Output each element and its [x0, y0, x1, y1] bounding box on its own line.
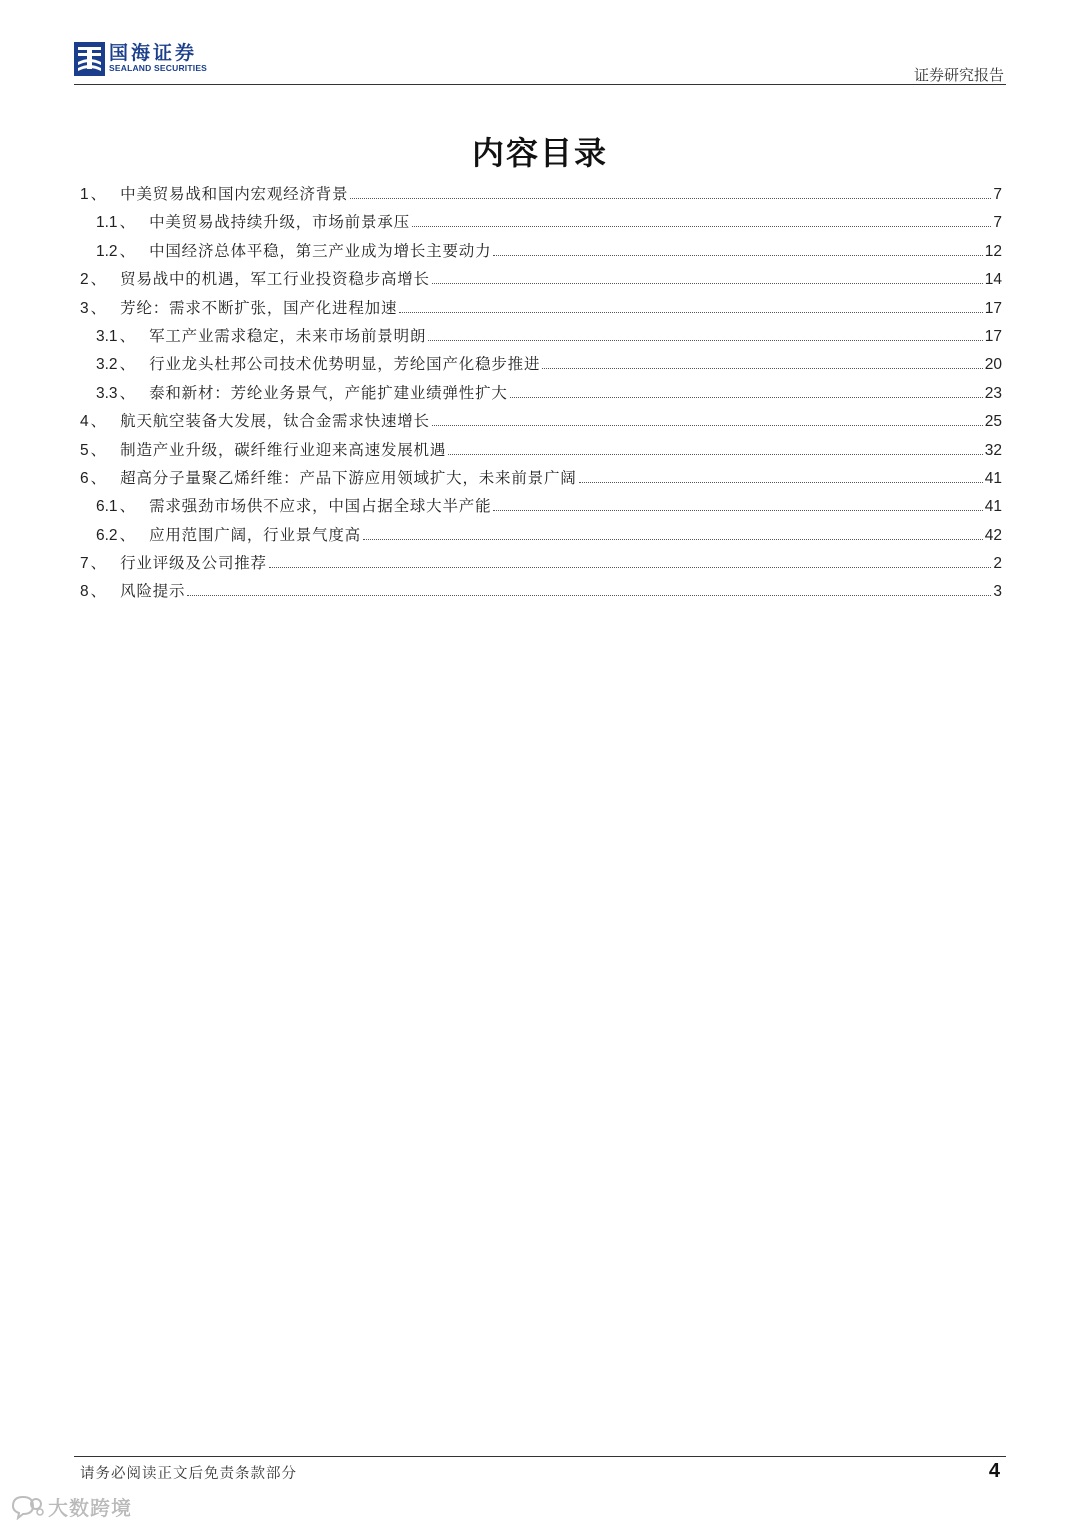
toc-entry-separator: 、 [90, 185, 107, 203]
toc-entry[interactable] [80, 322, 1002, 350]
toc-entry-title: 航天航空装备大发展，钛合金需求快速增长 [120, 412, 430, 431]
toc-entry-title: 制造产业升级，碳纤维行业迎来高速发展机遇 [120, 440, 447, 459]
toc-dot-leader [363, 539, 983, 540]
logo-chinese-name: 国海证券 [109, 42, 198, 64]
toc-entry-separator: 、 [119, 497, 136, 516]
toc-entry[interactable] [80, 237, 1002, 265]
toc-entry-title: 中美贸易战和国内宏观经济背景 [120, 185, 349, 203]
watermark [10, 1492, 132, 1521]
toc-entry-number: 1.2 [96, 242, 118, 260]
toc-entry-separator: 、 [90, 270, 107, 289]
toc-dot-leader [350, 198, 991, 199]
toc-entry-number: 3.2 [96, 356, 118, 374]
toc-entry-number: 1.1 [96, 214, 118, 232]
toc-entry[interactable] [80, 577, 1002, 605]
toc-entry-title: 泰和新材：芳纶业务景气，产能扩建业绩弹性扩大 [149, 383, 508, 402]
toc-entry-title: 贸易战中的机遇，军工行业投资稳步高增长 [120, 270, 430, 289]
toc-entry[interactable] [80, 379, 1002, 407]
toc-entry-page: 23 [984, 384, 1002, 402]
chat-bubble-icon [10, 1494, 44, 1520]
toc-entry-number: 7 [80, 555, 89, 573]
toc-entry-title: 行业评级及公司推荐 [120, 554, 267, 573]
toc-entry[interactable] [80, 350, 1002, 378]
toc-entry-page: 17 [984, 327, 1002, 345]
sealand-logo-icon [74, 42, 105, 76]
toc-entry[interactable] [80, 521, 1002, 549]
toc-entry-page: 32 [984, 441, 1002, 459]
toc-entry-page: 42 [984, 526, 1002, 544]
toc-entry-page: 2 [993, 555, 1002, 573]
toc-dot-leader [269, 567, 992, 568]
toc-dot-leader [493, 255, 982, 256]
toc-entry-number: 6.2 [96, 526, 118, 544]
toc-entry[interactable] [80, 549, 1002, 577]
toc-dot-leader [432, 425, 983, 426]
toc-entry-page: 20 [984, 356, 1002, 374]
toc-entry-number: 3 [80, 299, 89, 317]
toc-entry[interactable] [80, 464, 1002, 492]
toc-entry-title: 行业龙头杜邦公司技术优势明显，芳纶国产化稳步推进 [149, 355, 541, 374]
toc-entry-number: 6 [80, 469, 89, 487]
toc-entry-title: 军工产业需求稳定，未来市场前景明朗 [149, 326, 427, 345]
toc-dot-leader [579, 482, 983, 483]
toc-dot-leader [510, 397, 983, 398]
toc-entry-number: 3.1 [96, 327, 118, 345]
toc-dot-leader [428, 340, 983, 341]
toc-entry-separator: 、 [119, 525, 136, 544]
toc-dot-leader [412, 226, 991, 227]
toc-entry-page: 7 [993, 214, 1002, 232]
page-title: 内容目录 [471, 134, 608, 172]
toc-dot-leader [493, 510, 982, 511]
toc-entry[interactable] [80, 208, 1002, 236]
toc-entry-page: 12 [984, 242, 1002, 260]
toc-entry-separator: 、 [119, 326, 136, 345]
toc-entry-number: 8 [80, 583, 89, 601]
header-divider [74, 84, 1006, 85]
toc-entry-separator: 、 [119, 383, 136, 402]
logo-english-name: SEALAND SECURITIES [109, 63, 208, 73]
toc-entry-page: 41 [984, 498, 1002, 516]
toc-entry[interactable] [80, 492, 1002, 520]
toc-entry-number: 6.1 [96, 498, 118, 516]
toc-entry-title: 需求强劲市场供不应求，中国占据全球大半产能 [149, 497, 492, 516]
toc-entry-number: 5 [80, 441, 89, 459]
toc-entry[interactable] [80, 180, 1002, 208]
toc-entry-separator: 、 [90, 554, 107, 573]
toc-entry-title: 芳纶：需求不断扩张，国产化进程加速 [120, 298, 398, 317]
toc-entry-separator: 、 [119, 241, 136, 260]
toc-entry-page: 3 [993, 583, 1002, 601]
toc-entry-page: 17 [984, 299, 1002, 317]
toc-dot-leader [448, 454, 983, 455]
toc-entry-title: 中美贸易战持续升级，市场前景承压 [149, 213, 410, 232]
page-header [74, 42, 1006, 84]
footer-disclaimer: 请务必阅读正文后免责条款部分 [80, 1466, 297, 1482]
footer-divider [74, 1456, 1006, 1457]
toc-entry[interactable] [80, 265, 1002, 293]
toc-entry-separator: 、 [90, 412, 107, 431]
toc-entry-page: 41 [984, 469, 1002, 487]
toc-entry-title: 风险提示 [120, 582, 186, 601]
toc-entry-title: 超高分子量聚乙烯纤维：产品下游应用领域扩大，未来前景广阔 [120, 468, 577, 487]
toc-entry-separator: 、 [119, 213, 136, 232]
toc-entry-separator: 、 [90, 440, 107, 459]
toc-dot-leader [399, 312, 983, 313]
toc-entry-separator: 、 [119, 355, 136, 374]
table-of-contents [80, 180, 1002, 606]
toc-dot-leader [542, 368, 982, 369]
toc-entry-number: 4 [80, 413, 89, 431]
page-number: 4 [988, 1460, 1000, 1482]
toc-entry-title: 中国经济总体平稳，第三产业成为增长主要动力 [149, 241, 492, 260]
sealand-logo [74, 42, 207, 76]
toc-entry-separator: 、 [90, 298, 107, 317]
toc-entry-title: 应用范围广阔，行业景气度高 [149, 525, 361, 544]
toc-entry-number: 1 [80, 186, 89, 203]
toc-entry-separator: 、 [90, 468, 107, 487]
toc-entry-number: 3.3 [96, 384, 118, 402]
toc-entry-separator: 、 [90, 582, 107, 601]
toc-entry[interactable] [80, 294, 1002, 322]
report-type-label: 证券研究报告 [913, 66, 1004, 84]
toc-entry[interactable] [80, 436, 1002, 464]
toc-entry[interactable] [80, 407, 1002, 435]
toc-dot-leader [432, 283, 983, 284]
toc-entry-page: 7 [993, 186, 1002, 203]
toc-entry-number: 2 [80, 271, 89, 289]
watermark-text: 大数跨境 [48, 1496, 132, 1520]
toc-entry-page: 14 [984, 271, 1002, 289]
toc-entry-page: 25 [984, 413, 1002, 431]
toc-dot-leader [187, 595, 991, 596]
